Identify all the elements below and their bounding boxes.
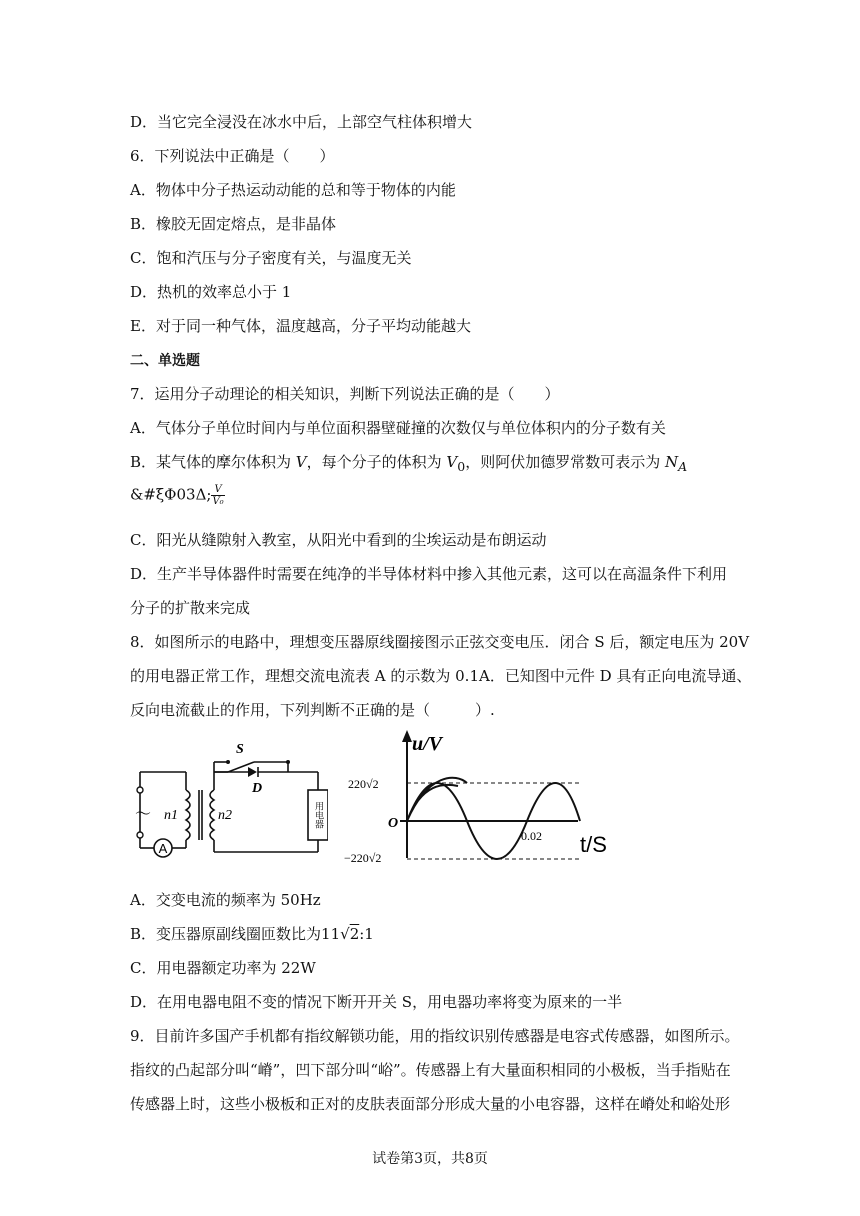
var-v0-sub: 0 bbox=[457, 459, 466, 474]
q7-option-c: C．阳光从缝隙射入教室，从阳光中看到的尘埃运动是布朗运动 bbox=[130, 531, 547, 549]
q8-option-b-text: B．变压器原副线圈匝数比为 bbox=[130, 925, 322, 943]
switch-label: S bbox=[236, 742, 244, 757]
fraction-numerator: V bbox=[211, 484, 224, 496]
n2-label: n2 bbox=[218, 808, 232, 823]
ratio-radicand: 2 bbox=[349, 925, 360, 943]
q9-stem-3: 传感器上时，这些小极板和正对的皮肤表面部分形成大量的小电容器，这样在嵴处和峪处形 bbox=[130, 1095, 731, 1113]
q7-option-d: D．生产半导体器件时需要在纯净的半导体材料中掺入其他元素，这可以在高温条件下利用 bbox=[130, 565, 728, 583]
q7-option-b-text-3: ，则阿伏加德罗常数可表示为 bbox=[465, 453, 665, 471]
section-heading-single-choice: 二、单选题 bbox=[130, 353, 200, 369]
sine-wave bbox=[407, 778, 580, 859]
diode-symbol bbox=[248, 767, 257, 777]
ammeter-label: A bbox=[158, 841, 168, 856]
ratio-suffix: :1 bbox=[359, 925, 374, 943]
q8-option-a: A．交变电流的频率为 50Hz bbox=[130, 891, 321, 909]
var-na-sub: A bbox=[678, 459, 688, 474]
var-na: N bbox=[665, 453, 679, 471]
q9-stem-2: 指纹的凸起部分叫“嵴”，凹下部分叫“峪”。传感器上有大量面积相同的小极板，当手指贴在 bbox=[130, 1061, 731, 1079]
fraction-denominator: V₀ bbox=[212, 496, 224, 507]
y-max-label: 220√2 bbox=[348, 777, 379, 791]
ratio-coefficient: 11 bbox=[321, 925, 341, 943]
q7-option-d-cont: 分子的扩散来完成 bbox=[130, 599, 251, 617]
var-v0: V bbox=[446, 453, 458, 471]
origin-label: O bbox=[388, 816, 399, 831]
q7-stem: 7．运用分子动理论的相关知识，判断下列说法正确的是（ ） bbox=[130, 385, 560, 403]
q7-option-b bbox=[130, 451, 687, 474]
diode-label: D bbox=[252, 781, 263, 796]
q5-option-d: D．当它完全浸没在冰水中后，上部空气柱体积增大 bbox=[130, 113, 473, 131]
y-min-label: −220√2 bbox=[344, 851, 382, 865]
page-footer: 试卷第3页，共8页 bbox=[372, 1151, 488, 1167]
q9-stem-1: 9．目前许多国产手机都有指纹解锁功能，用的指纹识别传感器是电容式传感器，如图所示。 bbox=[130, 1027, 740, 1045]
y-axis-label: u/V bbox=[412, 733, 443, 755]
q8-option-c: C．用电器额定功率为 22W bbox=[130, 959, 316, 977]
q7-option-b-text-1: B．某气体的摩尔体积为 bbox=[130, 453, 296, 471]
formula-garbled-entity: &#ξΦ03Δ; bbox=[130, 485, 212, 504]
n1-label: n1 bbox=[164, 808, 178, 823]
q7-option-b-formula bbox=[130, 484, 225, 507]
load-label: 用电器 bbox=[313, 801, 323, 829]
fraction-v-over-v0 bbox=[211, 484, 224, 507]
x-tick-label: 0.02 bbox=[521, 829, 542, 843]
q6-stem: 6．下列说法中正确是（ ） bbox=[130, 147, 335, 165]
q8-stem-2: 的用电器正常工作，理想交流电流表 A 的示数为 0.1A．已知图中元件 D 具有正向电流导通、 bbox=[130, 667, 752, 685]
voltage-time-graph bbox=[340, 728, 630, 868]
transformer-circuit-diagram bbox=[128, 740, 328, 865]
q7-option-b-text-2: ，每个分子的体积为 bbox=[306, 453, 447, 471]
q6-option-d: D．热机的效率总小于 1 bbox=[130, 283, 292, 301]
q8-stem-3: 反向电流截止的作用，下列判断不正确的是（ ）. bbox=[130, 701, 495, 719]
q7-option-a: A．气体分子单位时间内与单位面积器壁碰撞的次数仅与单位体积内的分子数有关 bbox=[130, 419, 666, 437]
x-axis-label: t/S bbox=[580, 832, 607, 857]
ac-source-label: ～ bbox=[135, 804, 152, 823]
q6-option-e: E．对于同一种气体，温度越高，分子平均动能越大 bbox=[130, 317, 471, 335]
q6-option-c: C．饱和汽压与分子密度有关，与温度无关 bbox=[130, 249, 412, 267]
q6-option-b: B．橡胶无固定熔点，是非晶体 bbox=[130, 215, 337, 233]
q6-option-a: A．物体中分子热运动动能的总和等于物体的内能 bbox=[130, 181, 456, 199]
q8-option-b bbox=[130, 923, 374, 944]
var-v: V bbox=[295, 453, 307, 471]
q8-stem-1: 8．如图所示的电路中，理想变压器原线圈接图示正弦交变电压．闭合 S 后，额定电压为 20V bbox=[130, 633, 750, 651]
sqrt-sign: √ bbox=[340, 925, 350, 943]
q8-option-d: D．在用电器电阻不变的情况下断开开关 S，用电器功率将变为原来的一半 bbox=[130, 993, 623, 1011]
